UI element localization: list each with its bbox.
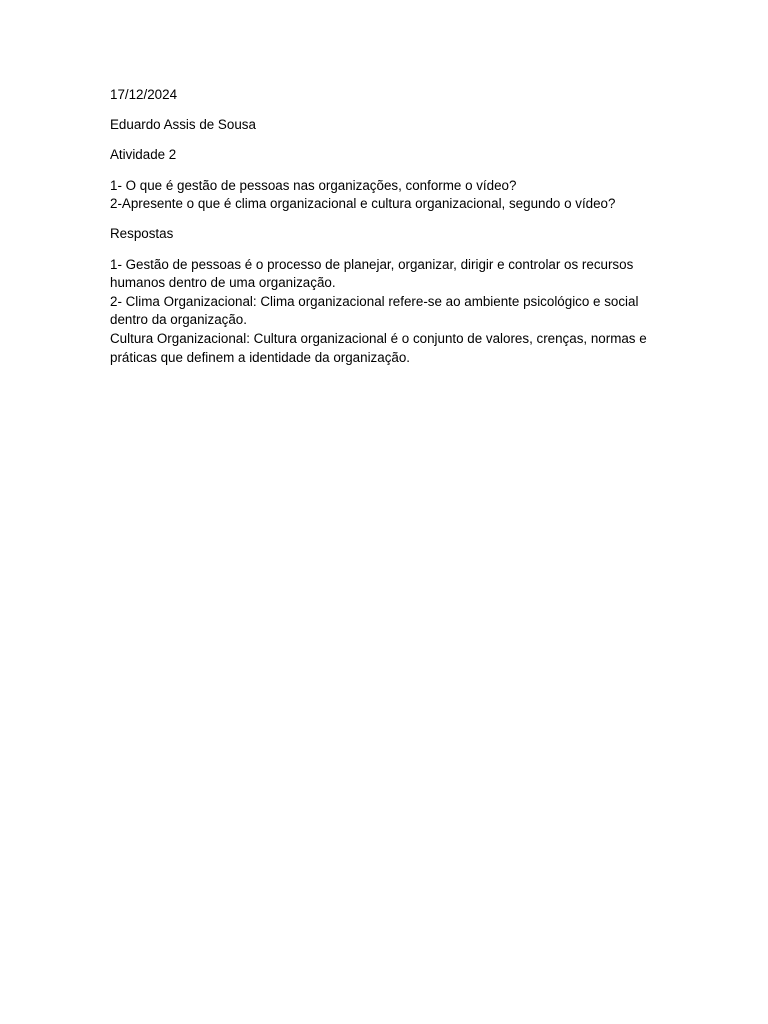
questions-block (110, 177, 670, 214)
question-1: 1- O que é gestão de pessoas nas organizações, conforme o vídeo? (110, 177, 517, 193)
answer-2-clima: 2- Clima Organizacional: Clima organizacional refere-se ao ambiente psicológico e social dentro da organização. (110, 293, 639, 328)
document-activity-title: Atividade 2 (110, 147, 177, 163)
document-date: 17/12/2024 (110, 87, 178, 102)
question-2: 2-Apresente o que é clima organizacional e cultura organizacional, segundo o vídeo? (110, 196, 616, 212)
answers-block (110, 256, 670, 368)
answers-heading: Respostas (110, 226, 174, 242)
document-author: Eduardo Assis de Sousa (110, 117, 256, 133)
answer-1: 1- Gestão de pessoas é o processo de planejar, organizar, dirigir e controlar os recursos humanos dentro de uma organização. (110, 256, 634, 291)
answer-2-cultura: Cultura Organizacional: Cultura organizacional é o conjunto de valores, crenças, normas e práticas que definem a identidade da organização. (110, 330, 647, 365)
document-body (110, 86, 670, 379)
